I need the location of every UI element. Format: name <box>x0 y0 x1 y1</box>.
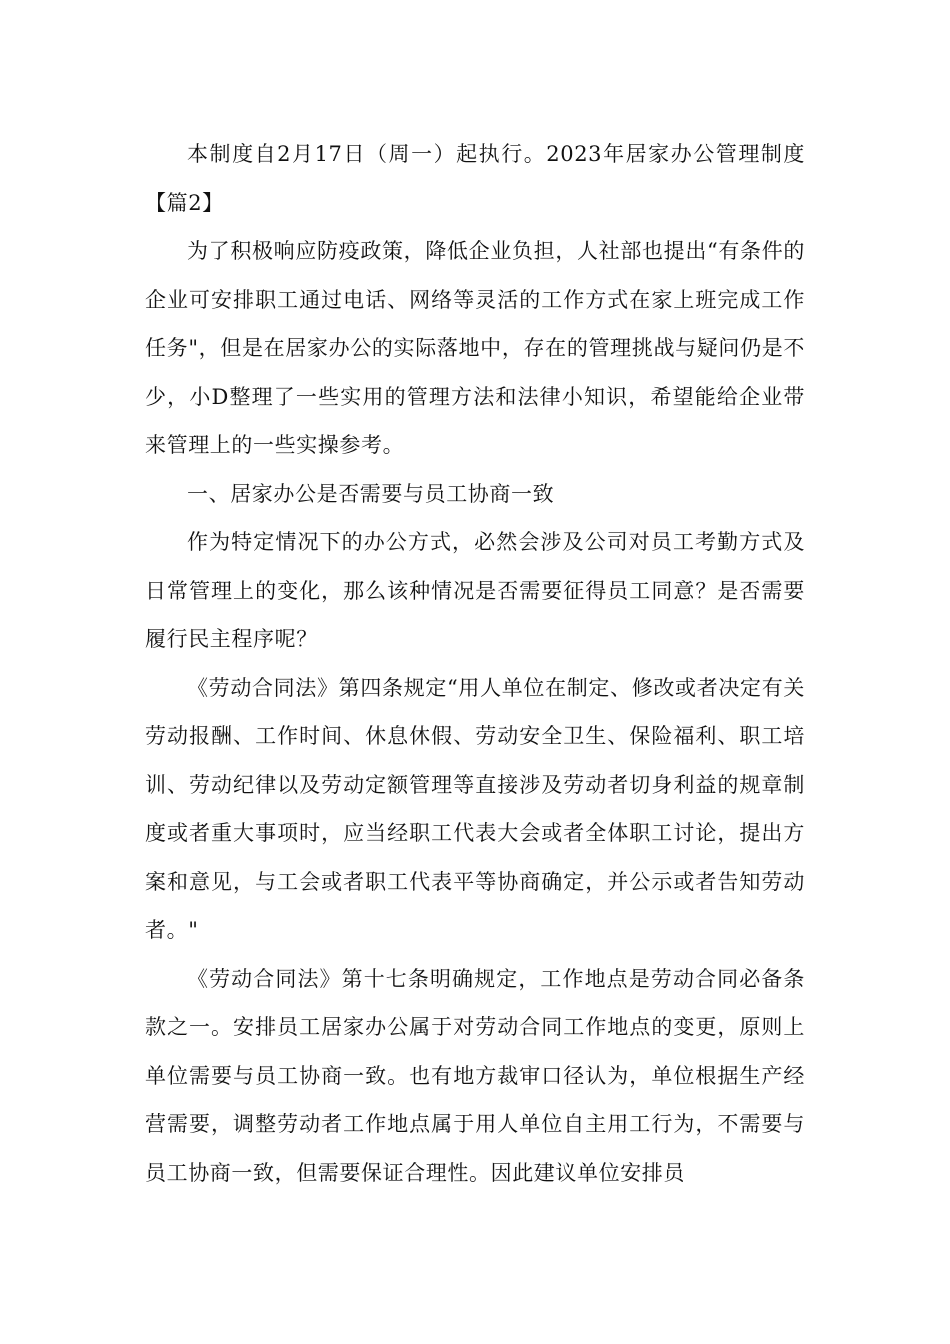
paragraph-article-seventeen: 《劳动合同法》第十七条明确规定，工作地点是劳动合同必备条款之一。安排员工居家办公属于对劳动合同工作地点的变更，原则上单位需要与员工协商一致。也有地方裁审口径认为，单位根据生产经营需要，调整劳动者工作地点属于用人单位自主用工行为，不需要与员工协商一致，但需要保证合理性。因此建议单位安排员 <box>145 966 805 1185</box>
paragraph-management-change: 作为特定情况下的办公方式，必然会涉及公司对员工考勤方式及日常管理上的变化，那么该种情况是否需要征得员工同意？是否需要履行民主程序呢？ <box>145 530 805 651</box>
section-heading-consultation: 一、居家办公是否需要与员工协商一致 <box>187 481 555 506</box>
paragraph-effective-date: 本制度自2月17日（周一）起执行。2023年居家办公管理制度【篇2】 <box>145 142 805 215</box>
document-body <box>145 130 805 1197</box>
paragraph-article-four: 《劳动合同法》第四条规定“用人单位在制定、修改或者决定有关劳动报酬、工作时间、休息休假、劳动安全卫生、保险福利、职工培训、劳动纪律以及劳动定额管理等直接涉及劳动者切身利益的规章制度或者重大事项时，应当经职工代表大会或者全体职工讨论，提出方案和意见，与工会或者职工代表平等协商确定，并公示或者告知劳动者。" <box>145 675 805 942</box>
paragraph-intro: 为了积极响应防疫政策，降低企业负担，人社部也提出“有条件的企业可安排职工通过电话、网络等灵活的工作方式在家上班完成工作任务"，但是在居家办公的实际落地中，存在的管理挑战与疑问仍是不少，小D整理了一些实用的管理方法和法律小知识，希望能给企业带来管理上的一些实操参考。 <box>145 239 805 457</box>
